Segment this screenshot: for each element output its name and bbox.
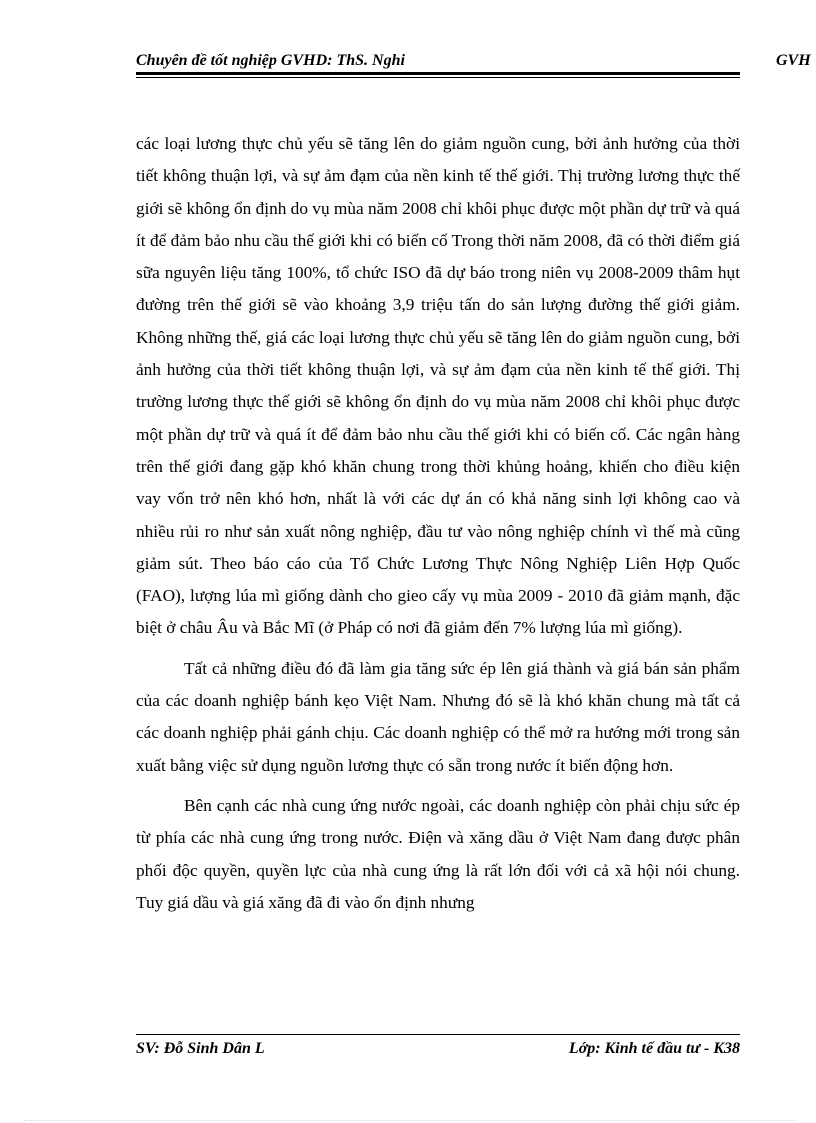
body-paragraph: Bên cạnh các nhà cung ứng nước ngoài, các doanh nghiệp còn phải chịu sức ép từ phía các nhà cung ứng trong nước. Điện và xăng dầu ở Việt Nam đang được phân phối độc quyền, quyền lực của nhà cung ứng là rất lớn đối với cả xã hội nói chung. Tuy giá dầu và giá xăng đã đi vào ổn định nhưng xyxy=(136,795,740,912)
footer-rule xyxy=(136,1034,740,1035)
body-paragraph: Tất cả những điều đó đã làm gia tăng sức ép lên giá thành và giá bán sản phẩm của các doanh nghiệp bánh kẹo Việt Nam. Nhưng đó sẽ là khó khăn chung mà tất cả các doanh nghiệp phải gánh chịu. Các doanh nghiệp có thể mở ra hướng mới trong sản xuất bằng việc sử dụng nguồn lương thực có sẵn trong nước ít biến động hơn. xyxy=(136,658,740,775)
header-right-text: GVH xyxy=(776,52,811,69)
page-footer xyxy=(136,1040,740,1066)
header-left-text: Chuyên đề tốt nghiệp GVHD: ThS. Nghi xyxy=(136,52,405,69)
footer-left-text: SV: Đỗ Sinh Dân L xyxy=(136,1040,265,1057)
body-text xyxy=(136,128,740,919)
header-rule-thick xyxy=(136,72,740,75)
footer-right-text: Lớp: Kinh tế đầu tư - K38 xyxy=(568,1040,740,1057)
header-rule-thin xyxy=(136,77,740,78)
body-paragraph: các loại lương thực chủ yếu sẽ tăng lên do giảm nguồn cung, bởi ảnh hưởng của thời tiết không thuận lợi, và sự ảm đạm của nền kinh tế thế giới. Thị trường lương thực thế giới sẽ không ổn định do vụ mùa năm 2008 chỉ khôi phục được một phần dự trữ và quá ít để đảm bảo nhu cầu thế giới khi có biến cố Trong thời năm 2008, đã có thời điểm giá sữa nguyên liệu tăng 100%, tổ chức ISO đã dự báo trong niên vụ 2008-2009 thâm hụt đường trên thế giới sẽ vào khoảng 3,9 triệu tấn do sản lượng đường thế giới giảm. Không những thế, giá các loại lương thực chủ yếu sẽ tăng lên do giảm nguồn cung, bởi ảnh hưởng của thời tiết không thuận lợi, và sự ảm đạm của nền kinh tế thế giới. Thị trường lương thực thế giới sẽ không ổn định do vụ mùa năm 2008 chỉ khôi phục được một phần dự trữ và quá ít để đảm bảo nhu cầu thế giới khi có biến cố. Các ngân hàng trên thế giới đang gặp khó khăn chung trong thời khủng hoảng, khiến cho điều kiện vay vốn trở nên khó hơn, nhất là với các dự án có khả năng sinh lợi không cao và nhiều rủi ro như sản xuất nông nghiệp, đầu tư vào nông nghiệp chính vì thế mà cũng giảm sút. Theo báo cáo của Tổ Chức Lương Thực Nông Nghiệp Liên Hợp Quốc (FAO), lượng lúa mì giống dành cho gieo cấy vụ mùa 2009 - 2010 đã giảm mạnh, đặc biệt ở châu Âu và Bắc Mĩ (ở Pháp có nơi đã giảm đến 7% lượng lúa mì giống). xyxy=(136,134,740,638)
page-bottom-edge xyxy=(24,1120,794,1122)
